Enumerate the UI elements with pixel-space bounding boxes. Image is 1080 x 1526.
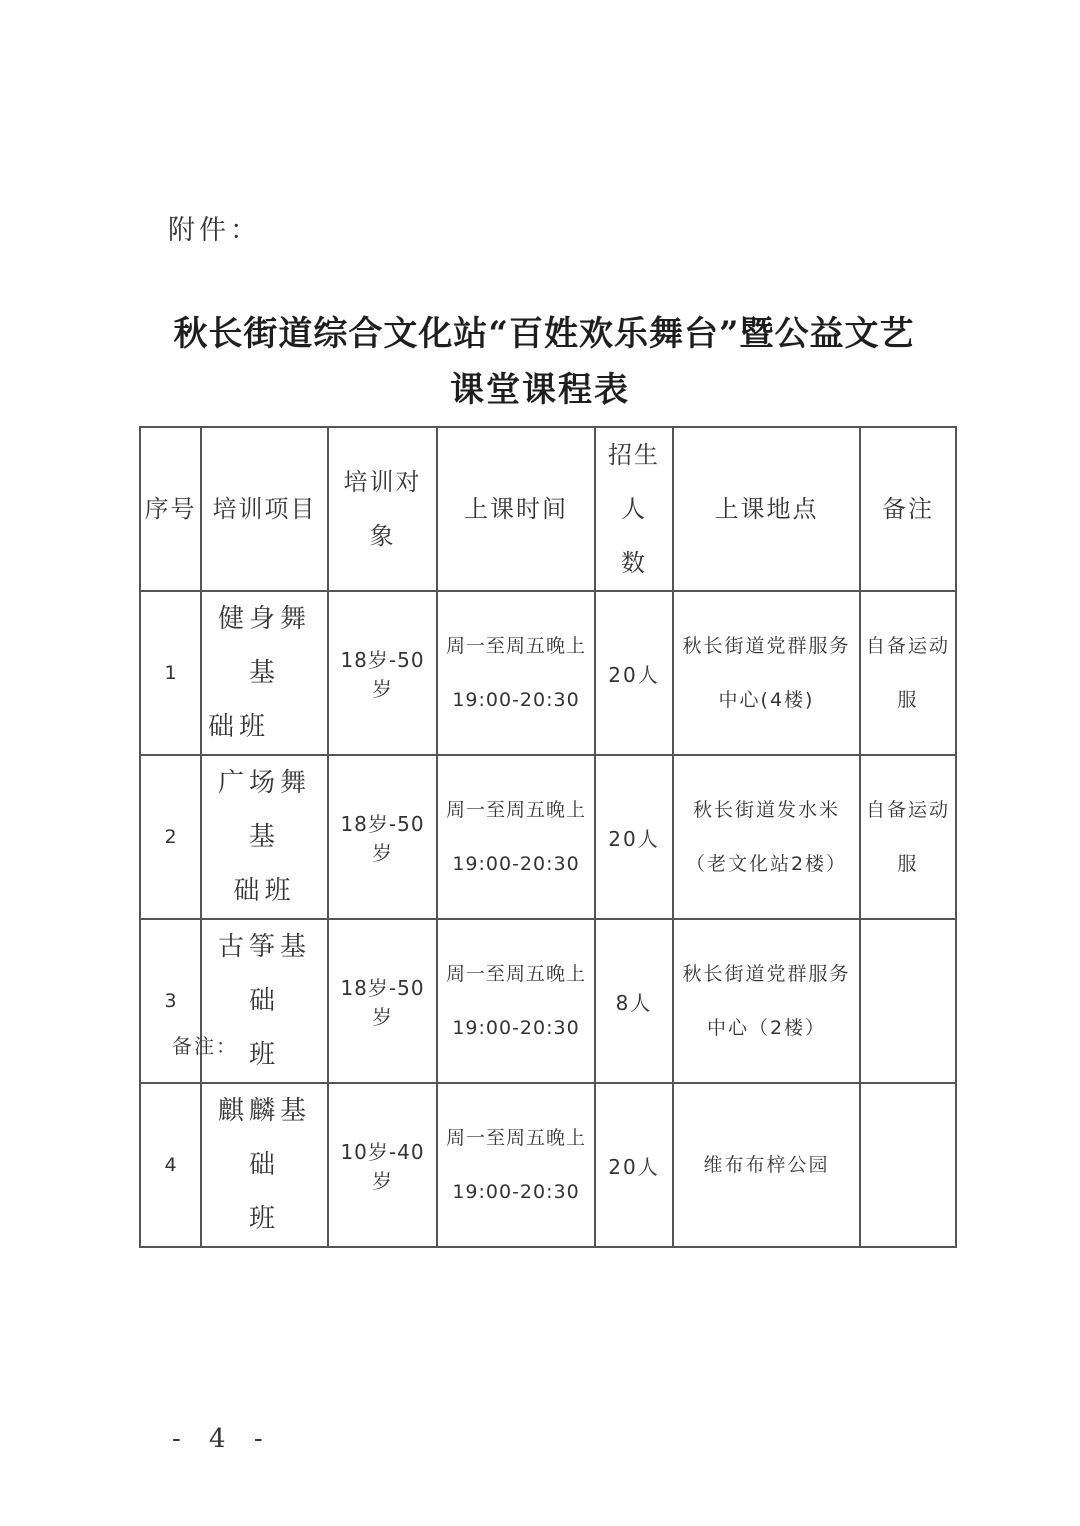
cell-place xyxy=(673,591,860,755)
page-number: - 4 - xyxy=(172,1424,273,1454)
cell-project-line1: 健身舞基 xyxy=(217,604,311,688)
header-count xyxy=(595,427,673,591)
table-row xyxy=(140,591,956,755)
cell-time-line2: 19:00-20:30 xyxy=(452,853,580,875)
header-project: 培训项目 xyxy=(201,427,328,591)
document-title-line1: 秋长街道综合文化站“百姓欢乐舞台”暨公益文艺 xyxy=(173,314,915,354)
header-seq: 序号 xyxy=(140,427,201,591)
cell-time xyxy=(437,1083,595,1247)
cell-time-line1: 周一至周五晚上 xyxy=(445,635,586,657)
cell-project xyxy=(201,1083,328,1247)
cell-project-line2: 础班 xyxy=(233,876,296,906)
cell-time xyxy=(437,591,595,755)
cell-target: 18岁-50岁 xyxy=(328,919,437,1083)
header-note: 备注 xyxy=(860,427,956,591)
cell-time-line2: 19:00-20:30 xyxy=(452,1181,580,1203)
header-count-line1: 招生人 xyxy=(608,441,660,523)
cell-note xyxy=(860,919,956,1083)
cell-project-line2: 班 xyxy=(248,1204,280,1234)
cell-count: 20人 xyxy=(595,755,673,919)
cell-place xyxy=(673,919,860,1083)
cell-count: 8人 xyxy=(595,919,673,1083)
cell-note-line1: 自备运动 xyxy=(865,635,950,657)
cell-project-line1: 广场舞基 xyxy=(217,768,311,852)
cell-target: 10岁-40岁 xyxy=(328,1083,437,1247)
cell-note-line2: 服 xyxy=(897,689,919,711)
cell-seq: 3 xyxy=(140,919,201,1083)
cell-seq: 1 xyxy=(140,591,201,755)
cell-target: 18岁-50岁 xyxy=(328,755,437,919)
table-row xyxy=(140,919,956,1083)
cell-note-line1: 自备运动 xyxy=(865,799,950,821)
header-place: 上课地点 xyxy=(673,427,860,591)
cell-note xyxy=(860,591,956,755)
cell-time-line1: 周一至周五晚上 xyxy=(445,963,586,985)
cell-seq: 2 xyxy=(140,755,201,919)
header-time: 上课时间 xyxy=(437,427,595,591)
cell-time-line2: 19:00-20:30 xyxy=(452,1017,580,1039)
cell-project-line2: 础班 xyxy=(208,712,271,742)
cell-project-line1: 麒麟基础 xyxy=(217,1096,311,1180)
table-header-row xyxy=(140,427,956,591)
header-target: 培训对象 xyxy=(328,427,437,591)
cell-time-line1: 周一至周五晚上 xyxy=(445,1127,586,1149)
document-title-line2: 课堂课程表 xyxy=(450,370,630,410)
table-row xyxy=(140,1083,956,1247)
cell-count: 20人 xyxy=(595,591,673,755)
cell-place-line1: 秋长街道党群服务 xyxy=(682,635,851,657)
header-count-line2: 数 xyxy=(621,549,647,577)
cell-project-line1: 古筝基础 xyxy=(217,932,311,1016)
cell-project xyxy=(201,591,328,755)
remarks-label: 备注： xyxy=(172,1034,238,1058)
cell-count: 20人 xyxy=(595,1083,673,1247)
cell-time xyxy=(437,755,595,919)
cell-place-line1: 秋长街道党群服务 xyxy=(682,963,851,985)
cell-place-line2: 中心(4楼) xyxy=(718,689,815,711)
cell-time-line2: 19:00-20:30 xyxy=(452,689,580,711)
cell-place-line2: 中心（2楼） xyxy=(706,1017,827,1039)
course-schedule-table xyxy=(139,426,957,1248)
cell-target: 18岁-50岁 xyxy=(328,591,437,755)
cell-time xyxy=(437,919,595,1083)
table-row xyxy=(140,755,956,919)
cell-place-line1: 维布布梓公园 xyxy=(703,1154,830,1176)
attachment-label: 附件： xyxy=(168,215,261,246)
cell-seq: 4 xyxy=(140,1083,201,1247)
cell-time-line1: 周一至周五晚上 xyxy=(445,799,586,821)
cell-note xyxy=(860,755,956,919)
cell-place-line2: （老文化站2楼） xyxy=(685,853,848,875)
cell-note-line2: 服 xyxy=(897,853,919,875)
cell-note xyxy=(860,1083,956,1247)
cell-place xyxy=(673,1083,860,1247)
cell-project xyxy=(201,755,328,919)
cell-place xyxy=(673,755,860,919)
cell-place-line1: 秋长街道发水米 xyxy=(692,799,840,821)
cell-project-line2: 班 xyxy=(248,1040,280,1070)
